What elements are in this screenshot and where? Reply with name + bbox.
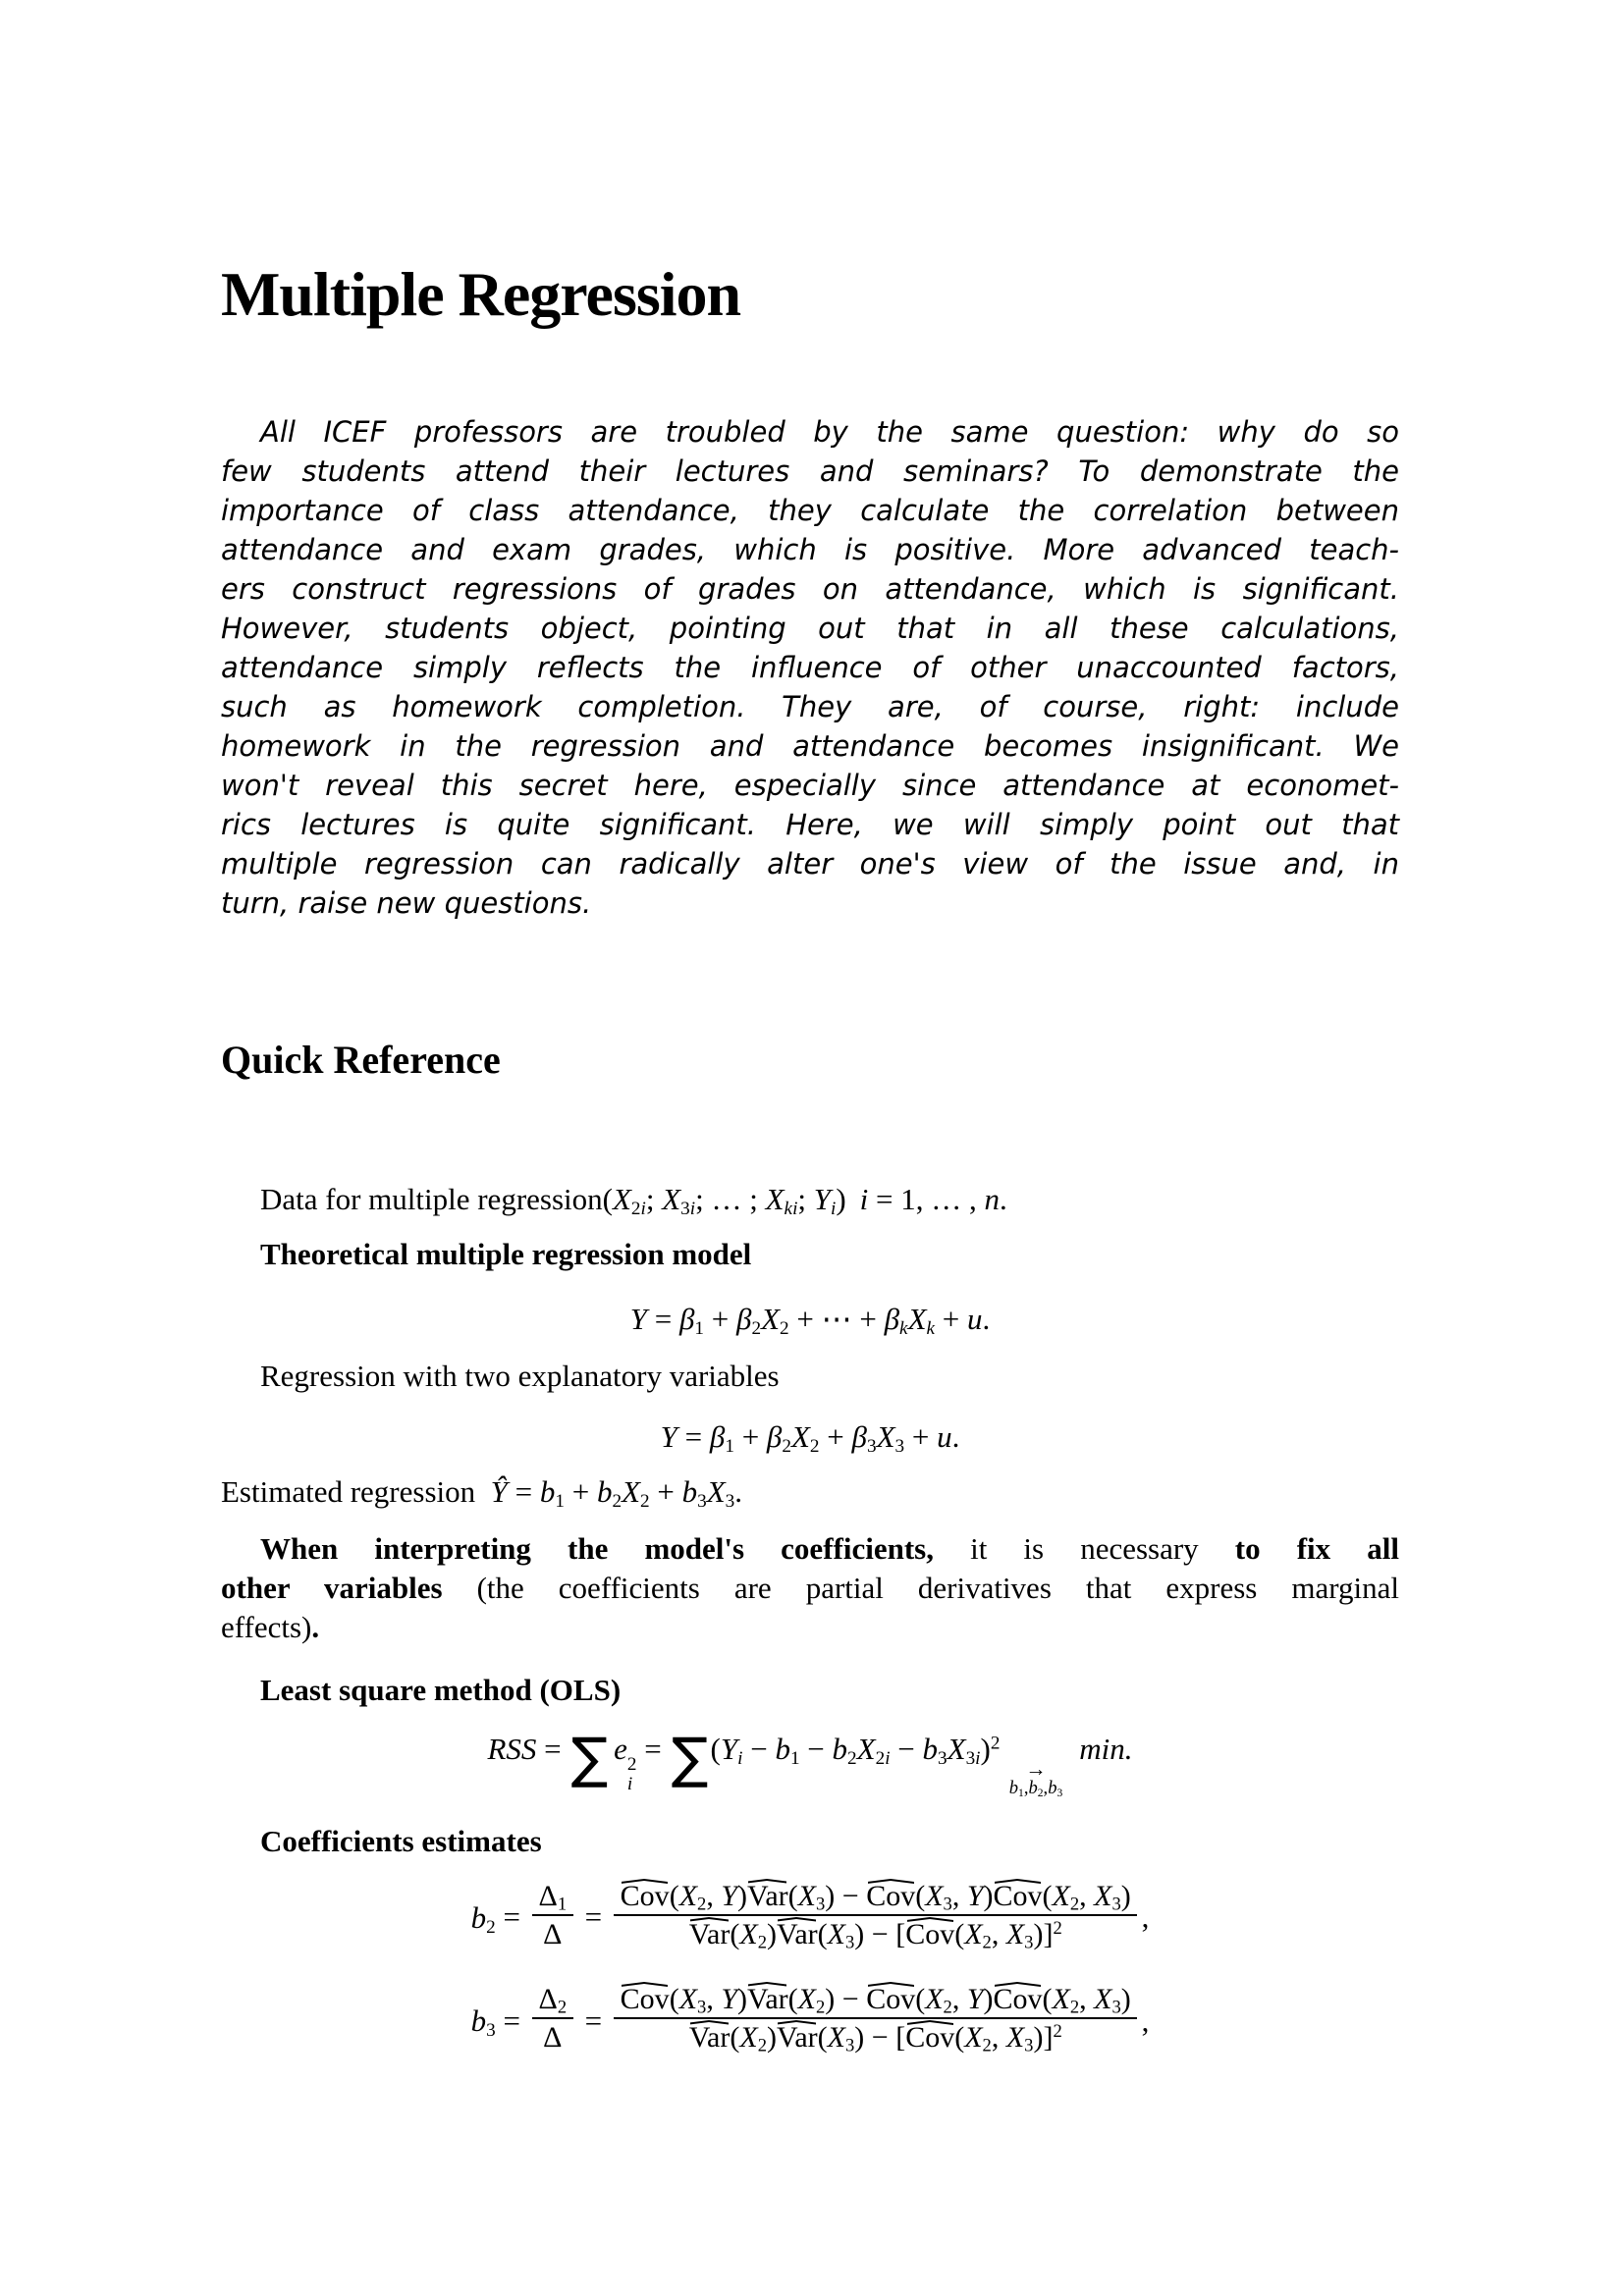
text-line: attendance simply reflects the influence of other unaccounted factors, [221, 651, 1399, 684]
text-line: attendance and exam grades, which is positive. More advanced teach- [221, 533, 1399, 566]
subheading-coefficients-estimates: Coefficients estimates [260, 1824, 542, 1859]
text-line: multiple regression can radically alter one's view of the issue and, in [221, 847, 1399, 881]
text-line: few students attend their lectures and seminars? To demonstrate the [221, 454, 1399, 488]
interpretation-paragraph [221, 1529, 1399, 1647]
line-estimated-regression: Estimated regression Ŷ = $b_1 + b_2X_2 + b_3X_3$. [221, 1474, 743, 1512]
text-line: turn, raise new questions. [221, 886, 592, 920]
line-regression-two-variables: Regression with two explanatory variables [260, 1359, 780, 1393]
text-line: homework in the regression and attendance becomes insignificant. We [221, 729, 1399, 763]
text-line: rics lectures is quite significant. Here, we will simply point out that [221, 808, 1399, 841]
page-content [221, 259, 1399, 2056]
text-line: When interpreting the model's coefficients, it is necessary to fix all [260, 1531, 1399, 1566]
text-line: However, students object, pointing out that in all these calculations, [221, 612, 1399, 645]
formula-theoretical-model: $Y = \beta_1 + \beta_2X_2$ + ⋯ + $\beta_kX_k + u$. [629, 1302, 991, 1339]
formula-rss: RSS = ∑ e 2 i = $\sum(Y_i - b_1 - b_2X_{2i} - b_3X_{3i})^2$ → $b_1,b_2,b_3$ min. [487, 1727, 1133, 1799]
summation-symbol: ∑ [671, 1727, 709, 1791]
summation-symbol: ∑ [570, 1727, 609, 1791]
subheading-theoretical-model: Theoretical multiple regression model [260, 1237, 752, 1271]
page-title: Multiple Regression [221, 259, 741, 329]
formula-b3: $b_3$ = $\frac{\Delta_2}{\Delta}$ = $\frac{Cov(X_3, Y)Var(X_2) - Cov(X_2, Y)Cov(X_2, X_3)}{Var(X_2)Var(X_3) - [Cov(X_2, X_3)]^2}$ , [221, 1979, 1399, 2053]
text-line: other variables (the coefficients are partial derivatives that express marginal [221, 1571, 1399, 1605]
text-line: ers construct regressions of grades on attendance, which is significant. [221, 572, 1399, 606]
intro-paragraph [221, 412, 1399, 923]
text-line: won't reveal this secret here, especially since attendance at economet- [221, 769, 1399, 802]
text-line: All ICEF professors are troubled by the same question: why do so [260, 415, 1399, 449]
formula-two-variables: $Y = \beta_1 + \beta_2X_2 + \beta_3X_3 + u$. [660, 1419, 960, 1457]
formula-b2: $b_2$ = $\frac{\Delta_1}{\Delta}$ = $\frac{Cov(X_2, Y)Var(X_3) - Cov(X_3, Y)Cov(X_2, X_3)}{Var(X_2)Var(X_3) - [Cov(X_2, X_3)]^2}$ , [221, 1875, 1399, 1949]
subheading-ols: Least square method (OLS) [260, 1673, 622, 1707]
text-line: importance of class attendance, they calculate the correlation between [221, 494, 1399, 527]
text-line: such as homework completion. They are, of course, right: include [221, 690, 1399, 723]
section-heading-quick-reference: Quick Reference [221, 1038, 501, 1082]
text-line: effects). [221, 1610, 320, 1644]
data-description-line: Data for multiple $regression(X_{2i}$; $X_{3i}$; … ; $X_{ki}$; $Y_i$) i = 1, … , n. [260, 1182, 1007, 1219]
